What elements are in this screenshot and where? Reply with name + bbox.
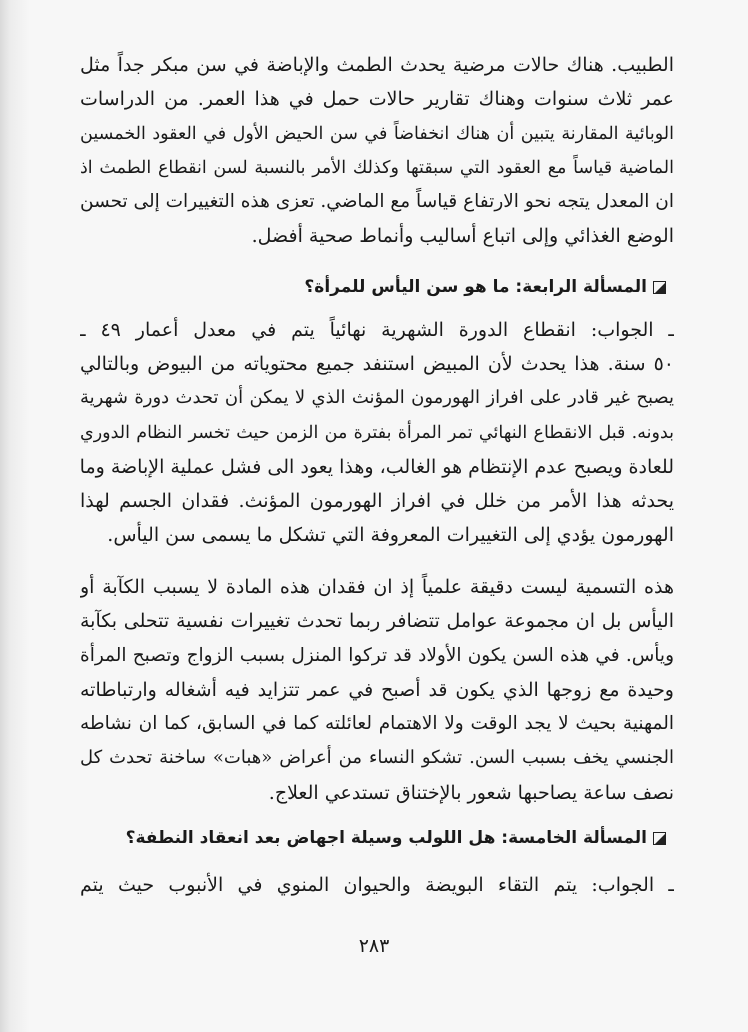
text-line: ـ الجواب: انقطاع الدورة الشهرية نهائياً يتم في معدل أعمار ٤٩ ـ <box>80 319 674 341</box>
section-heading-4 <box>304 277 666 297</box>
paragraph-2 <box>80 313 674 552</box>
paragraph-4 <box>80 868 674 902</box>
paragraph-1 <box>80 48 674 254</box>
page-number: ٢٨٣ <box>358 935 390 957</box>
square-bullet-icon <box>653 832 666 845</box>
text-line: الهورمون يؤدي إلى التغييرات المعروفة التي تشكل ما يسمى سن اليأس. <box>107 524 674 547</box>
text-line: الجنسي يخف بسبب السن. تشكو النساء من أعراض «هبات» ساخنة تحدث كل <box>80 747 674 769</box>
paragraph-3 <box>80 570 674 810</box>
text-line: عمر ثلاث سنوات وهناك تقارير حالات حمل في هذا العمر. من الدراسات <box>80 88 674 111</box>
heading-text: المسألة الرابعة: ما هو سن اليأس للمرأة؟ <box>304 277 647 297</box>
text-line: الوبائية المقارنة يتبين أن هناك انخفاضاً في سن الحيض الأول في العقود الخمسين <box>80 123 674 144</box>
text-line: الماضية قياساً مع العقود التي سبقتها وكذلك الأمر بالنسبة لسن انقطاع الطمث اذ <box>80 157 674 178</box>
text-line: نصف ساعة يصاحبها شعور بالإختناق تستدعي العلاج. <box>268 781 674 804</box>
heading-text: المسألة الخامسة: هل اللولب وسيلة اجهاض بعد انعقاد النطفة؟ <box>125 828 647 848</box>
section-heading-5 <box>126 828 666 848</box>
text-line: يصبح غير قادر على افراز الهورمون المؤنث الذي لا يمكن أن تحدث دورة شهرية <box>80 387 674 409</box>
text-line: ان المعدل يتجه نحو الارتفاع قياساً مع الماضي. تعزى هذه التغييرات إلى تحسن <box>80 191 674 213</box>
text-line: يحدثه هذا الأمر من خلل في افراز الهورمون المؤنث. فقدان الجسم لهذا <box>80 489 674 512</box>
text-line: المهنية بحيث لا يجد الوقت ولا الاهتمام لعائلته كما في السابق، كما ان نشاطه <box>80 713 674 735</box>
text-line: ـ الجواب: يتم التقاء البويضة والحيوان المنوي في الأنبوب حيث يتم <box>80 874 674 896</box>
text-line: هذه التسمية ليست دقيقة علمياً إذ ان فقدان هذه المادة لا يسبب الكآبة أو <box>80 576 674 598</box>
text-line: ٥٠ سنة. هذا يحدث لأن المبيض استنفد جميع محتوياته من البيوض وبالتالي <box>80 353 674 376</box>
square-bullet-icon <box>653 281 666 294</box>
text-line: الوضع الغذائي وإلى اتباع أساليب وأنماط صحية أفضل. <box>251 225 674 248</box>
text-line: الطبيب. هناك حالات مرضية يحدث الطمث والإباضة في سن مبكر جداً مثل <box>80 54 674 76</box>
text-line: للعادة ويصبح عدم الإنتظام هو الغالب، وهذا يعود الى فشل عملية الإباضة وما <box>80 455 674 478</box>
text-line: وحيدة مع زوجها الذي يكون قد أصبح في عمر تتزايد فيه أشغاله وارتباطاته <box>80 678 674 701</box>
text-line: ويأس. في هذه السن يكون الأولاد قد تركوا المنزل بسبب الزواج وتصبح المرأة <box>80 644 674 666</box>
text-line: بدونه. قبل الانقطاع النهائي تمر المرأة بفترة من الزمن حيث تخسر النظام الدوري <box>80 422 674 443</box>
text-line: اليأس بل ان مجموعة عوامل تتضافر ربما تحدث تغييرات نفسية تتحلى بكآبة <box>80 610 674 633</box>
